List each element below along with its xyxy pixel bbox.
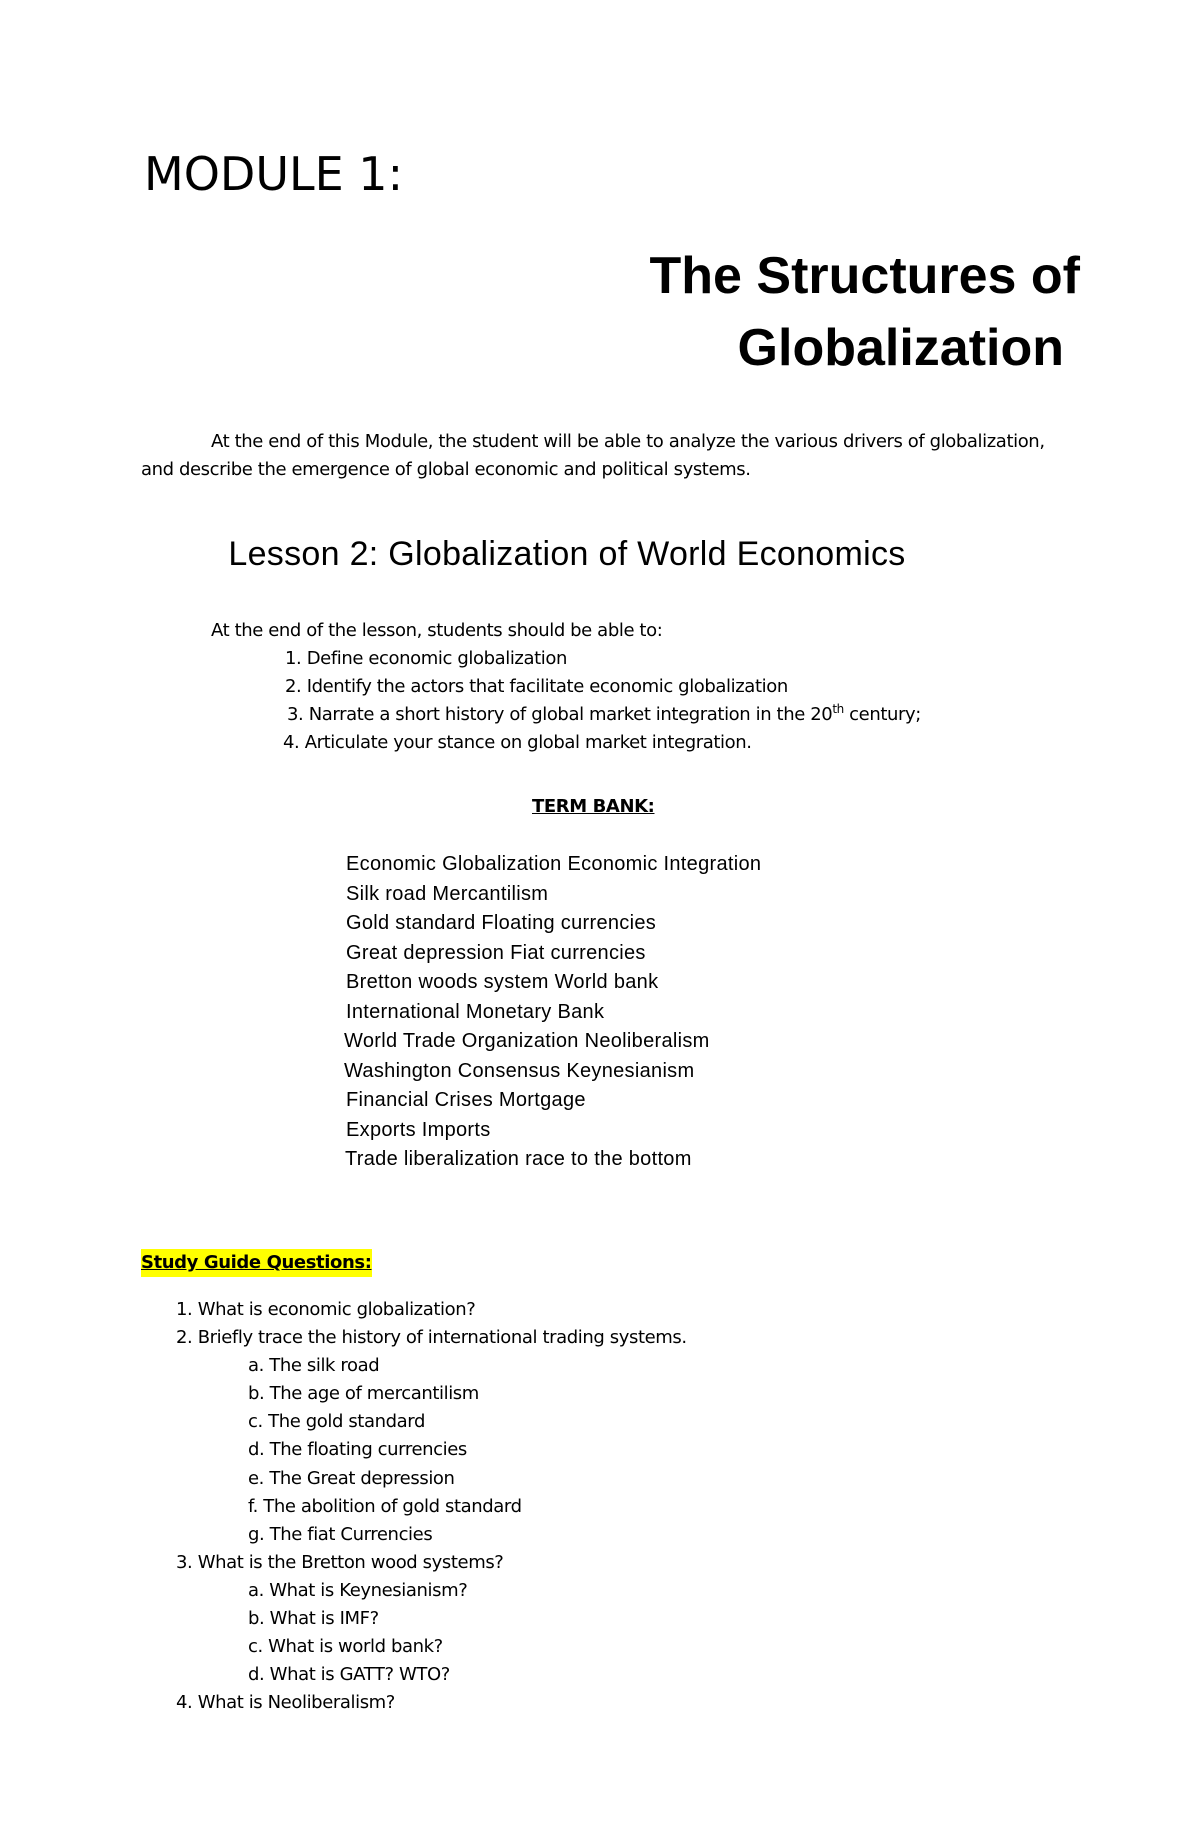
sub-question-item: c. The gold standard: [248, 1411, 425, 1433]
sub-question-item: b. What is IMF?: [248, 1608, 379, 1630]
lesson-outcome-3-text: 3. Narrate a short history of global market integration in the 20: [287, 704, 833, 725]
term-item: Washington Consensus Keynesianism: [344, 1059, 695, 1082]
lesson-title-text: Lesson 2: Globalization of World Economics: [228, 535, 906, 573]
term-item: Bretton woods system World bank: [346, 971, 659, 993]
lesson-outcome-item: 2. Identify the actors that facilitate economic globalization: [285, 676, 788, 697]
term-item: Great depression Fiat currencies: [346, 941, 646, 964]
term-bank-heading: TERM BANK:: [532, 796, 655, 817]
term-item: Exports Imports: [346, 1118, 491, 1141]
study-guide-questions: [176, 1296, 687, 1717]
superscript-th: th: [832, 702, 844, 716]
study-guide-heading: Study Guide Questions:: [141, 1249, 372, 1277]
module-objective-line-2: and describe the emergence of global economic and political systems.: [141, 459, 751, 480]
term-item: Economic Globalization Economic Integration: [346, 853, 762, 875]
module-subtitle: [480, 240, 1080, 384]
module-objective-line-1: At the end of this Module, the student will be able to analyze the various drivers of globalization,: [211, 431, 1045, 452]
module-title: MODULE 1:: [144, 147, 404, 201]
sub-question-item: a. What is Keynesianism?: [248, 1579, 468, 1601]
term-item: Silk road Mercantilism: [346, 882, 549, 905]
sub-question-item: b. The age of mercantilism: [248, 1383, 479, 1405]
lesson-outcome-item: 1. Define economic globalization: [285, 648, 567, 669]
term-bank-list: [346, 850, 761, 1175]
term-item: Trade liberalization race to the bottom: [345, 1148, 692, 1170]
sub-question-item: g. The fiat Currencies: [248, 1523, 433, 1545]
term-item: International Monetary Bank: [346, 1000, 605, 1023]
sub-question-item: f. The abolition of gold standard: [248, 1495, 522, 1517]
sub-question-item: e. The Great depression: [248, 1467, 455, 1489]
term-item: Financial Crises Mortgage: [346, 1089, 586, 1111]
sub-question-item: d. What is GATT? WTO?: [248, 1664, 450, 1686]
module-subtitle-line-2: Globalization: [737, 319, 1064, 377]
lesson-outcomes: [211, 617, 921, 757]
module-subtitle-line-1: The Structures of: [649, 247, 1080, 305]
question-item: 4. What is Neoliberalism?: [176, 1692, 395, 1714]
lesson-outcome-3-tail: century;: [843, 704, 921, 725]
module-objective: [141, 428, 1081, 484]
term-item: Gold standard Floating currencies: [346, 912, 657, 934]
lesson-outcome-item: [211, 701, 921, 729]
sub-question-item: a. The silk road: [248, 1355, 380, 1377]
lesson-outcome-item: 4. Articulate your stance on global market integration.: [283, 732, 752, 753]
sub-question-item: c. What is world bank?: [248, 1636, 443, 1658]
term-item: World Trade Organization Neoliberalism: [344, 1030, 710, 1052]
question-item: 2. Briefly trace the history of international trading systems.: [176, 1327, 687, 1349]
question-item: 3. What is the Bretton wood systems?: [176, 1551, 504, 1573]
lesson-outcomes-intro: At the end of the lesson, students should be able to:: [211, 620, 663, 641]
sub-question-item: d. The floating currencies: [248, 1439, 467, 1461]
lesson-title: [0, 530, 1200, 578]
question-item: 1. What is economic globalization?: [176, 1299, 476, 1320]
